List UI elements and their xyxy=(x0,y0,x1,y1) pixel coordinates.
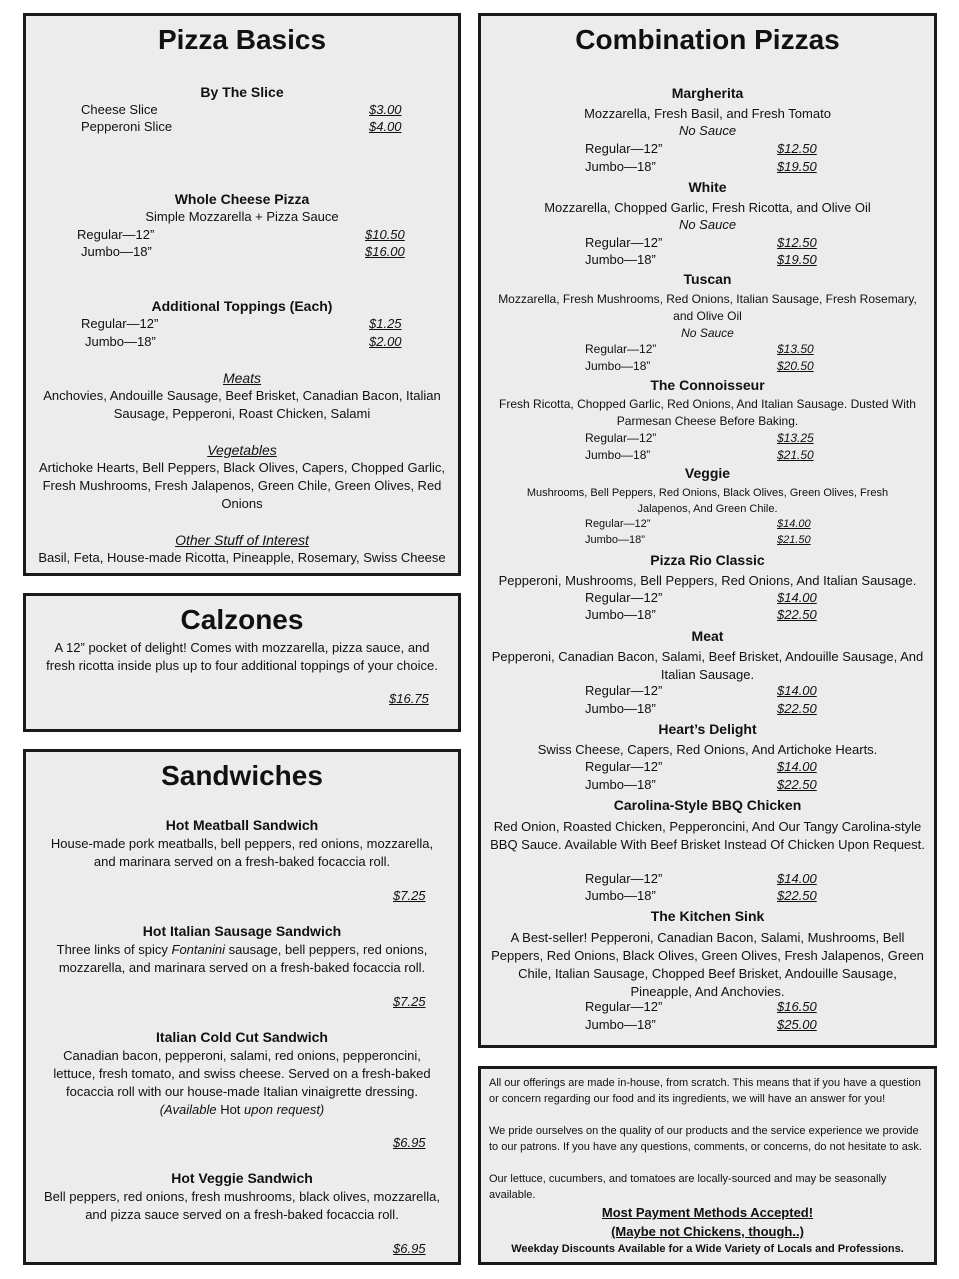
sandwich-description: House-made pork meatballs, bell peppers, red onions, mozzarella, xyxy=(50,836,434,851)
pizza-description: Mozzarella, Chopped Garlic, Fresh Ricotta, and Olive Oil xyxy=(544,200,871,215)
size-price: $22.50 xyxy=(777,701,817,716)
size-price: $25.00 xyxy=(777,1017,817,1032)
size-label: Regular—12” xyxy=(585,141,663,156)
pizza-name: Tuscan xyxy=(683,271,732,287)
size-label: Regular—12” xyxy=(585,999,663,1014)
size-label: Regular—12” xyxy=(585,342,657,356)
size-price: $2.00 xyxy=(369,334,402,349)
info-paragraph: We pride ourselves on the quality of our products and the service experience we provide to our patrons. If you have any questions, comments, or concerns, do not hesitate to ask. xyxy=(489,1125,922,1153)
size-label: Regular—12” xyxy=(77,227,155,242)
calzones-price: $16.75 xyxy=(389,691,429,706)
size-label: Jumbo—18” xyxy=(585,701,656,716)
combination-pizzas-panel xyxy=(478,13,937,1048)
pizza-description: Mozzarella, Fresh Mushrooms, Red Onions, Italian Sausage, Fresh Rosemary, and Olive Oil xyxy=(498,292,917,323)
pizza-description: Fresh Ricotta, Chopped Garlic, Red Onions, And Italian Sausage. Dusted With Parmesan Cheese Before Baking. xyxy=(499,397,916,428)
sandwich-availability-note: (Available Hot upon request) xyxy=(159,1102,325,1117)
discounts-note: Weekday Discounts Available for a Wide Variety of Locals and Professions. xyxy=(511,1243,904,1255)
info-paragraph: All our offerings are made in-house, from scratch. This means that if you have a question or concern regarding our food and its ingredients, we will have an answer for you! xyxy=(489,1077,921,1105)
pizza-name: Veggie xyxy=(684,465,731,481)
size-label: Regular—12” xyxy=(585,871,663,886)
pizza-name: Carolina-Style BBQ Chicken xyxy=(613,797,802,813)
pizza-name: The Connoisseur xyxy=(650,377,765,393)
vegetables-heading: Vegetables xyxy=(207,442,277,458)
pizza-description: Pepperoni, Mushrooms, Bell Peppers, Red Onions, And Italian Sausage. xyxy=(498,573,917,588)
size-label: Jumbo—18” xyxy=(585,534,645,546)
sandwich-description: and pizza sauce served on a fresh-baked focaccia roll. xyxy=(85,1207,399,1222)
sandwiches-panel xyxy=(23,749,461,1265)
pizza-name: White xyxy=(688,179,727,195)
combination-pizzas-title: Combination Pizzas xyxy=(575,24,840,55)
sandwich-description: Three links of spicy Fontanini sausage, bell peppers, red onions, xyxy=(56,942,428,957)
size-price: $14.00 xyxy=(777,518,811,530)
pizza-description: Mozzarella, Fresh Basil, and Fresh Tomato xyxy=(584,106,831,121)
vegetables-list: Artichoke Hearts, Bell Peppers, Black Olives, Capers, Chopped Garlic, xyxy=(38,460,446,475)
calzones-description: A 12” pocket of delight! Comes with mozzarella, pizza sauce, and xyxy=(54,640,430,655)
size-price: $21.50 xyxy=(777,448,814,462)
size-label: Jumbo—18” xyxy=(585,777,656,792)
size-price: $19.50 xyxy=(777,252,817,267)
size-price: $16.50 xyxy=(777,999,817,1014)
meats-list: Anchovies, Andouille Sausage, Beef Brisket, Canadian Bacon, Italian xyxy=(43,388,441,403)
size-label: Jumbo—18” xyxy=(585,359,651,373)
sandwich-price: $7.25 xyxy=(393,888,426,903)
info-paragraph: Our lettuce, cucumbers, and tomatoes are locally-sourced and may be seasonally available. xyxy=(489,1173,887,1201)
pizza-description: A Best-seller! Pepperoni, Canadian Bacon, Salami, Mushrooms, Bell Peppers, Red Onions, Black Olives, Green Olives, Fresh Jalapenos, Green Chile, Italian Sausage, Chopped Beef Brisket, Andouille Sausage, Pineapple, And Anchovies. xyxy=(491,930,924,999)
sandwich-name: Hot Veggie Sandwich xyxy=(171,1170,313,1186)
size-label: Jumbo—18” xyxy=(585,448,651,462)
size-label: Jumbo—18” xyxy=(585,159,656,174)
size-label: Jumbo—18” xyxy=(585,252,656,267)
pizza-name: Margherita xyxy=(671,85,744,101)
size-price: $14.00 xyxy=(777,683,817,698)
toppings-heading: Additional Toppings (Each) xyxy=(151,298,333,314)
size-price: $14.00 xyxy=(777,759,817,774)
size-price: $22.50 xyxy=(777,888,817,903)
slice-item-name: Cheese Slice xyxy=(81,102,158,117)
chickens-note: (Maybe not Chickens, though..) xyxy=(611,1224,804,1239)
size-price: $22.50 xyxy=(777,777,817,792)
size-price: $22.50 xyxy=(777,607,817,622)
size-label: Regular—12” xyxy=(585,683,663,698)
no-sauce-note: No Sauce xyxy=(681,326,734,340)
sandwich-name: Hot Italian Sausage Sandwich xyxy=(142,923,342,939)
sandwich-price: $6.95 xyxy=(393,1241,426,1256)
sandwich-description: Canadian bacon, pepperoni, salami, red onions, pepperoncini, xyxy=(63,1048,421,1063)
no-sauce-note: No Sauce xyxy=(678,123,737,138)
pizza-basics-panel xyxy=(23,13,461,576)
sandwich-description: and marinara served on a fresh-baked focaccia roll. xyxy=(93,854,391,869)
size-price: $12.50 xyxy=(777,141,817,156)
calzones-panel xyxy=(23,593,461,732)
size-price: $1.25 xyxy=(369,316,402,331)
vegetables-list: Onions xyxy=(221,496,263,511)
size-label: Jumbo—18” xyxy=(81,244,152,259)
sandwich-description: focaccia roll with our house-made Italian vinaigrette dressing. xyxy=(66,1084,418,1099)
by-the-slice-heading: By The Slice xyxy=(200,84,284,100)
size-label: Regular—12” xyxy=(585,590,663,605)
sandwich-price: $6.95 xyxy=(393,1135,426,1150)
size-price: $21.50 xyxy=(777,534,811,546)
payment-note: Most Payment Methods Accepted! xyxy=(601,1205,814,1220)
size-label: Regular—12” xyxy=(585,431,657,445)
whole-cheese-description: Simple Mozzarella + Pizza Sauce xyxy=(145,209,339,224)
sandwich-description: mozzarella, and marinara served on a fresh-baked focaccia roll. xyxy=(58,960,426,975)
vegetables-list: Fresh Mushrooms, Fresh Jalapenos, Green Chile, Green Olives, Red xyxy=(42,478,442,493)
no-sauce-note: No Sauce xyxy=(678,217,737,232)
size-price: $13.50 xyxy=(777,342,814,356)
size-label: Jumbo—18” xyxy=(585,1017,656,1032)
sandwich-description: Bell peppers, red onions, fresh mushrooms, black olives, mozzarella, xyxy=(44,1189,440,1204)
sandwich-name: Italian Cold Cut Sandwich xyxy=(156,1029,328,1045)
pizza-name: Heart’s Delight xyxy=(658,721,757,737)
sandwich-price: $7.25 xyxy=(393,994,426,1009)
pizza-description: Swiss Cheese, Capers, Red Onions, And Artichoke Hearts. xyxy=(537,742,878,757)
other-heading: Other Stuff of Interest xyxy=(175,532,309,548)
size-label: Regular—12” xyxy=(585,235,663,250)
slice-item-price: $3.00 xyxy=(369,102,402,117)
sandwich-description: lettuce, fresh tomato, and swiss cheese. Served on a fresh-baked xyxy=(53,1066,431,1081)
calzones-title: Calzones xyxy=(180,604,304,635)
size-label: Regular—12” xyxy=(585,759,663,774)
whole-cheese-heading: Whole Cheese Pizza xyxy=(174,191,310,207)
size-price: $19.50 xyxy=(777,159,817,174)
size-label: Jumbo—18” xyxy=(585,888,656,903)
size-price: $13.25 xyxy=(777,431,814,445)
size-label: Jumbo—18” xyxy=(585,607,656,622)
pizza-description: Mushrooms, Bell Peppers, Red Onions, Black Olives, Green Olives, Fresh Jalapenos, And Green Chile. xyxy=(526,487,889,515)
pizza-description: Pepperoni, Canadian Bacon, Salami, Beef Brisket, Andouille Sausage, And Italian Sausage. xyxy=(491,649,924,682)
sandwich-name: Hot Meatball Sandwich xyxy=(165,817,319,833)
other-list: Basil, Feta, House-made Ricotta, Pineapple, Rosemary, Swiss Cheese xyxy=(38,550,446,565)
meats-heading: Meats xyxy=(222,370,262,386)
size-price: $14.00 xyxy=(777,871,817,886)
size-label: Jumbo—18” xyxy=(85,334,156,349)
slice-item-price: $4.00 xyxy=(369,119,402,134)
pizza-name: Meat xyxy=(691,628,724,644)
pizza-name: The Kitchen Sink xyxy=(650,908,765,924)
meats-list: Sausage, Pepperoni, Roast Chicken, Salami xyxy=(113,406,371,421)
size-label: Regular—12” xyxy=(585,518,651,530)
size-label: Regular—12” xyxy=(81,316,159,331)
size-price: $20.50 xyxy=(777,359,814,373)
size-price: $14.00 xyxy=(777,590,817,605)
size-price: $12.50 xyxy=(777,235,817,250)
calzones-description: fresh ricotta inside plus up to four additional toppings of your choice. xyxy=(46,658,438,673)
sandwiches-title: Sandwiches xyxy=(161,760,323,791)
pizza-description: Red Onion, Roasted Chicken, Pepperoncini, And Our Tangy Carolina-style BBQ Sauce. Available With Beef Brisket Instead Of Chicken Upon Request. xyxy=(490,819,925,852)
size-price: $10.50 xyxy=(365,227,405,242)
info-panel xyxy=(478,1066,937,1265)
size-price: $16.00 xyxy=(365,244,405,259)
pizza-name: Pizza Rio Classic xyxy=(650,552,765,568)
slice-item-name: Pepperoni Slice xyxy=(81,119,173,134)
pizza-basics-title: Pizza Basics xyxy=(157,24,327,55)
